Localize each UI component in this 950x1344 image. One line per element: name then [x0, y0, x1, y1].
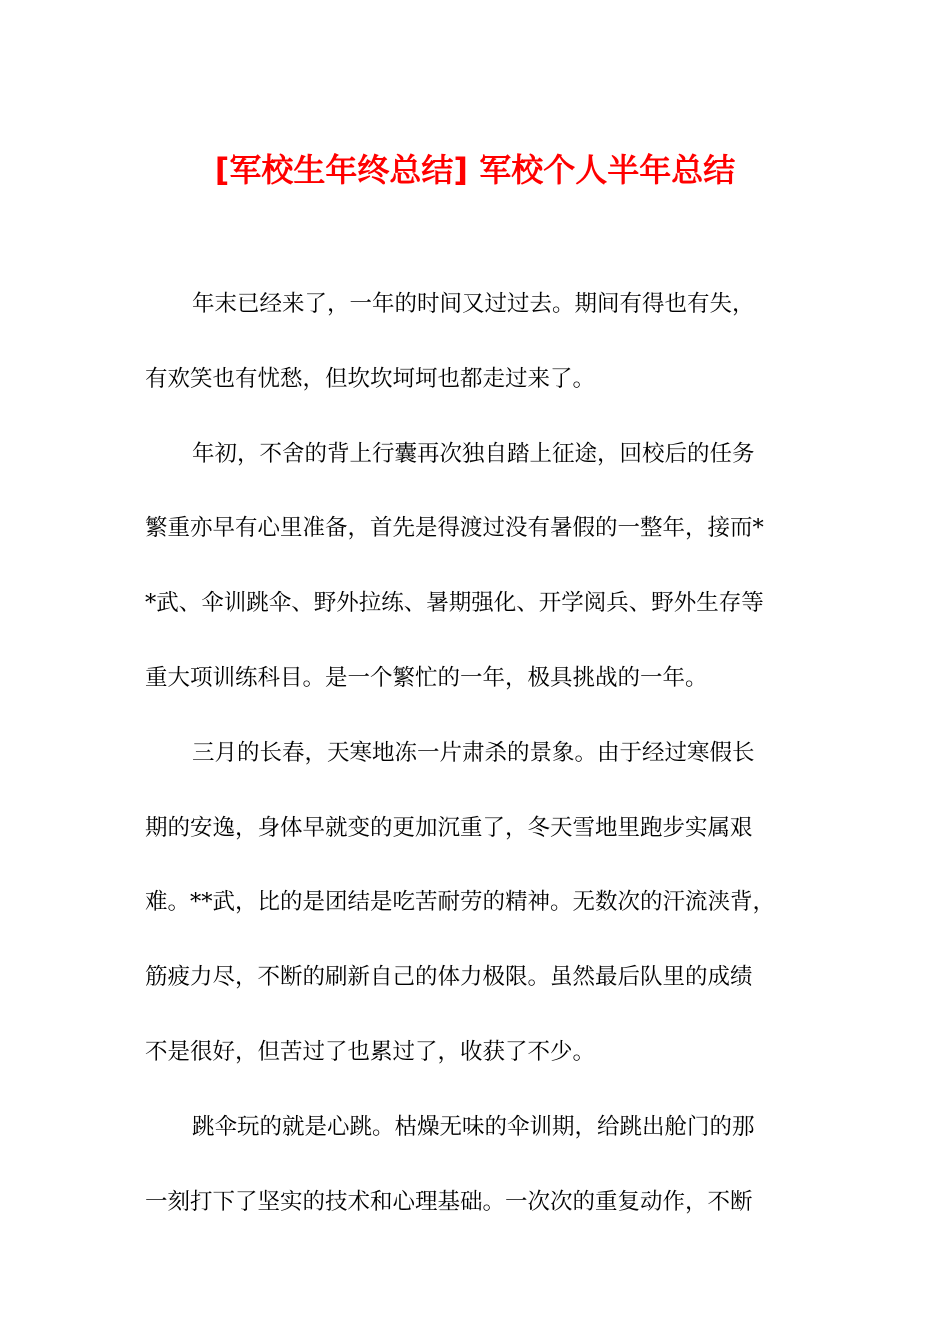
document-body: [145, 280, 815, 1252]
paragraph-line: 年末已经来了，一年的时间又过过去。期间有得也有失，: [192, 291, 755, 317]
document-title: [军校生年终总结] 军校个人半年总结: [214, 151, 736, 189]
paragraph-line: *武、伞训跳伞、野外拉练、暑期强化、开学阅兵、野外生存等: [145, 590, 764, 617]
paragraph-line: 三月的长春，天寒地冻一片肃杀的景象。由于经过寒假长: [192, 739, 755, 766]
paragraph-line: 一刻打下了坚实的技术和心理基础。一次次的重复动作，不断: [145, 1188, 753, 1215]
paragraph-line: 有欢笑也有忧愁，但坎坎坷坷也都走过来了。: [145, 365, 596, 392]
paragraph-line: 筋疲力尽，不断的刷新自己的体力极限。虽然最后队里的成绩: [145, 964, 753, 991]
paragraph-line: 重大项训练科目。是一个繁忙的一年，极具挑战的一年。: [145, 664, 708, 691]
paragraph-line: 期的安逸，身体早就变的更加沉重了，冬天雪地里跑步实属艰: [145, 814, 753, 841]
paragraph-line: 不是很好，但苦过了也累过了，收获了不少。: [145, 1038, 596, 1065]
paragraph-line: 繁重亦早有心里准备，首先是得渡过没有暑假的一整年，接而*: [145, 515, 764, 542]
paragraph-line: 跳伞玩的就是心跳。枯燥无味的伞训期，给跳出舱门的那: [192, 1113, 755, 1140]
paragraph-line: 难。**武，比的是团结是吃苦耐劳的精神。无数次的汗流浃背，: [145, 889, 776, 916]
paragraph-line: 年初，不舍的背上行囊再次独自踏上征途，回校后的任务: [192, 440, 755, 467]
